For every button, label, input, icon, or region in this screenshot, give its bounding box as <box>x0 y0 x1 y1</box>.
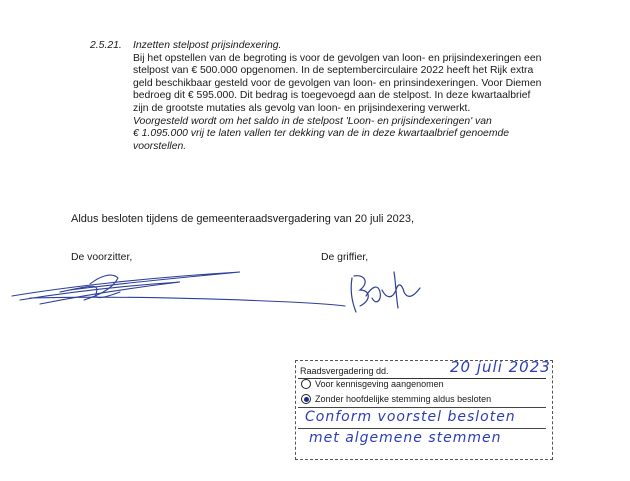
section-para-line-1: Bij het opstellen van de begroting is voor de gevolgen van loon- en prijsindexeringen een <box>133 52 542 64</box>
clerk-signature <box>351 272 420 312</box>
stamp-option-adopted <box>301 394 491 404</box>
proposal-line-2: € 1.095.000 vrij te laten vallen ter dekking van de in deze kwartaalbrief genoemde <box>133 128 510 140</box>
proposal-line-3: voorstellen. <box>133 140 187 152</box>
chair-label: De voorzitter, <box>71 252 133 263</box>
stamp-handwritten-line-1: Conform voorstel besloten <box>305 409 516 425</box>
resolution-text: Aldus besloten tijdens de gemeenteraadsvergadering van 20 juli 2023, <box>71 213 415 225</box>
section-para-line-4: bedroeg dit € 595.000. Dit bedrag is toegevoegd aan de stelpost. In deze kwartaalbrief <box>133 90 531 102</box>
stamp-handwritten-date: 20 juli 2023 <box>450 358 551 376</box>
stamp-meeting-label: Raadsvergadering dd. <box>300 366 389 376</box>
stamp-option-noted <box>301 379 444 389</box>
stamp-option-noted-label: Voor kennisgeving aangenomen <box>315 379 444 389</box>
stamp-divider <box>298 428 546 429</box>
section-para-line-2: stelpost van € 500.000 opgenomen. In de septembercirculaire 2022 heeft het Rijk extra <box>133 65 534 77</box>
radio-checked-icon <box>301 394 311 404</box>
section-number: 2.5.21. <box>90 40 122 51</box>
clerk-label: De griffier, <box>321 252 369 263</box>
stamp-option-adopted-label: Zonder hoofdelijke stemming aldus besloten <box>315 394 492 404</box>
stamp-divider <box>298 407 546 408</box>
section-para-line-3: geld beschikbaar gesteld voor de gevolgen van loon- en prinsindexeringen. Voor Diemen <box>133 77 542 89</box>
council-stamp <box>295 360 553 460</box>
chair-signature <box>12 272 345 306</box>
section-title: Inzetten stelpost prijsindexering. <box>133 40 282 51</box>
proposal-line-1: Voorgesteld wordt om het saldo in de stelpost 'Loon- en prijsindexeringen' van <box>133 115 492 127</box>
radio-empty-icon <box>301 379 311 389</box>
stamp-handwritten-line-2: met algemene stemmen <box>309 430 502 446</box>
section-para-line-5: zijn de grootste mutaties als gevolg van loon- en prijsindexering verwerkt. <box>133 102 471 114</box>
